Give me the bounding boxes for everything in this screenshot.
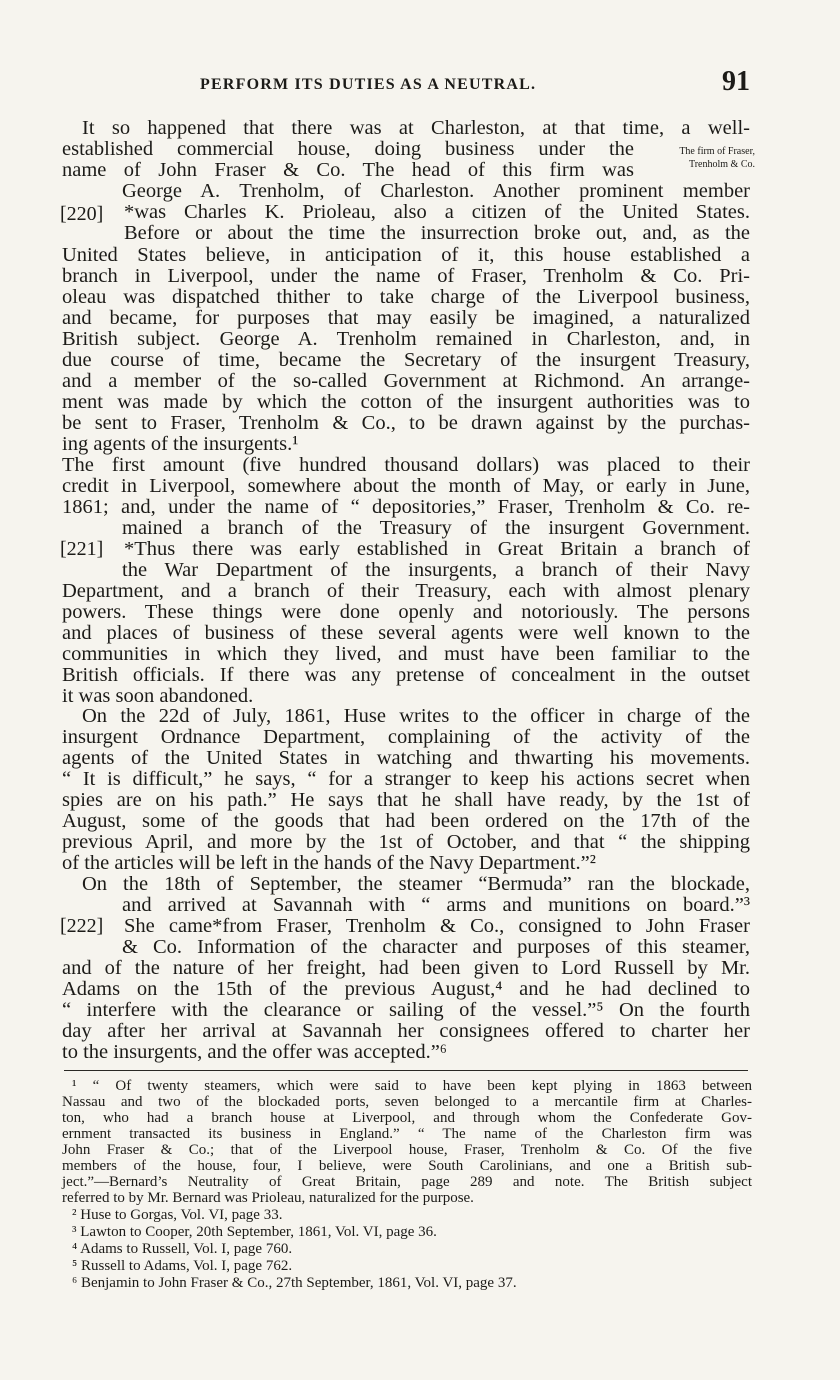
- footnote-line: ¹ “ Of twenty steamers, which were said to have been kept plying in 1863 between: [72, 1078, 752, 1094]
- footnote-rule: [64, 1070, 748, 1071]
- body-line: It so happened that there was at Charleston, at that time, a well-: [82, 117, 750, 139]
- body-line: & Co. Information of the character and purposes of this steamer,: [122, 936, 750, 958]
- body-line: of the articles will be left in the hands of the Navy Department.”²: [62, 852, 596, 874]
- body-line: Department, and a branch of their Treasury, each with almost plenary: [62, 580, 750, 602]
- footnote-line: ⁴ Adams to Russell, Vol. I, page 760.: [72, 1241, 293, 1257]
- margin-note-line: Trenholm & Co.: [688, 159, 755, 170]
- body-line: be sent to Fraser, Trenholm & Co., to be drawn against by the purchas-: [62, 412, 750, 434]
- body-line: ing agents of the insurgents.¹: [62, 433, 299, 455]
- body-line: previous April, and more by the 1st of October, and that “ the shipping: [62, 831, 750, 853]
- body-line: “ interfere with the clearance or sailing of the vessel.”⁵ On the fourth: [62, 999, 750, 1021]
- footnote-line: ³ Lawton to Cooper, 20th September, 1861, Vol. VI, page 36.: [72, 1224, 437, 1240]
- body-line: name of John Fraser & Co. The head of this firm was: [62, 159, 634, 181]
- margin-page-marker: [220]: [60, 203, 104, 225]
- body-line: due course of time, became the Secretary of the insurgent Treasury,: [62, 349, 750, 371]
- body-line: established commercial house, doing business under the: [62, 138, 634, 160]
- footnote-line: ² Huse to Gorgas, Vol. VI, page 33.: [72, 1207, 283, 1223]
- body-line: to the insurgents, and the offer was accepted.”⁶: [62, 1041, 447, 1063]
- margin-page-marker: [221]: [60, 538, 104, 560]
- body-line: and places of business of these several agents were well known to the: [62, 622, 750, 644]
- body-line: British officials. If there was any pretense of concealment in the outset: [62, 664, 750, 686]
- body-line: The first amount (five hundred thousand dollars) was placed to their: [62, 454, 750, 476]
- footnote-line: members of the house, four, I believe, were South Carolinians, and one a British sub-: [62, 1158, 752, 1174]
- body-line: branch in Liverpool, under the name of Fraser, Trenholm & Co. Pri-: [62, 265, 750, 287]
- body-line: and a member of the so-called Government at Richmond. An arrange-: [62, 370, 750, 392]
- body-line: agents of the United States in watching and thwarting his movements.: [62, 747, 750, 769]
- footnote-line: ernment transacted its business in England.” “ The name of the Charleston firm was: [62, 1126, 752, 1142]
- body-line: Adams on the 15th of the previous August,⁴ and he had declined to: [62, 978, 750, 1000]
- body-line: and arrived at Savannah with “ arms and munitions on board.”³: [122, 894, 750, 916]
- body-line: insurgent Ordnance Department, complaining of the activity of the: [62, 726, 750, 748]
- body-line: day after her arrival at Savannah her consignees offered to charter her: [62, 1020, 750, 1042]
- body-line: spies are on his path.” He says that he shall have ready, by the 1st of: [62, 789, 750, 811]
- margin-page-marker: [222]: [60, 915, 104, 937]
- body-line: the War Department of the insurgents, a branch of their Navy: [122, 559, 750, 581]
- footnote-line: Nassau and two of the blockaded ports, seven belonged to a mercantile firm at Charles-: [62, 1094, 752, 1110]
- body-line: *was Charles K. Prioleau, also a citizen of the United States.: [124, 201, 750, 223]
- footnote-line: ton, who had a branch house at Liverpool, and through whom the Confederate Gov-: [62, 1110, 752, 1126]
- body-line: British subject. George A. Trenholm remained in Charleston, and, in: [62, 328, 750, 350]
- body-line: it was soon abandoned.: [62, 685, 254, 707]
- body-line: George A. Trenholm, of Charleston. Another prominent member: [122, 180, 750, 202]
- body-line: On the 22d of July, 1861, Huse writes to the officer in charge of the: [82, 705, 750, 727]
- footnote-line: referred to by Mr. Bernard was Prioleau, naturalized for the purpose.: [62, 1190, 474, 1206]
- body-line: United States believe, in anticipation of it, this house established a: [62, 244, 750, 266]
- margin-note-line: The firm of Fraser,: [679, 146, 755, 157]
- footnote-line: ject.”—Bernard’s Neutrality of Great Britain, page 289 and note. The British subject: [62, 1174, 752, 1190]
- footnote-line: ⁶ Benjamin to John Fraser & Co., 27th September, 1861, Vol. VI, page 37.: [72, 1275, 517, 1291]
- body-line: 1861; and, under the name of “ depositories,” Fraser, Trenholm & Co. re-: [62, 496, 750, 518]
- body-line: communities in which they lived, and must have been familiar to the: [62, 643, 750, 665]
- body-line: She came*from Fraser, Trenholm & Co., consigned to John Fraser: [124, 915, 750, 937]
- body-line: *Thus there was early established in Great Britain a branch of: [124, 538, 750, 560]
- body-line: credit in Liverpool, somewhere about the month of May, or early in June,: [62, 475, 750, 497]
- body-line: August, some of the goods that had been ordered on the 17th of the: [62, 810, 750, 832]
- footnote-line: John Fraser & Co.; that of the Liverpool house, Fraser, Trenholm & Co. Of the five: [62, 1142, 752, 1158]
- body-line: and became, for purposes that may easily be imagined, a naturalized: [62, 307, 750, 329]
- page-number: 91: [722, 66, 750, 97]
- body-line: oleau was dispatched thither to take charge of the Liverpool business,: [62, 286, 750, 308]
- body-line: mained a branch of the Treasury of the insurgent Government.: [122, 517, 750, 539]
- body-line: Before or about the time the insurrection broke out, and, as the: [124, 222, 750, 244]
- body-line: and of the nature of her freight, had been given to Lord Russell by Mr.: [62, 957, 750, 979]
- page-header: [60, 62, 750, 102]
- body-line: ment was made by which the cotton of the insurgent authorities was to: [62, 391, 750, 413]
- body-line: powers. These things were done openly and notoriously. The persons: [62, 601, 750, 623]
- body-line: “ It is difficult,” he says, “ for a stranger to keep his actions secret when: [62, 768, 750, 790]
- footnote-line: ⁵ Russell to Adams, Vol. I, page 762.: [72, 1258, 293, 1274]
- body-line: On the 18th of September, the steamer “Bermuda” ran the blockade,: [82, 873, 750, 895]
- running-title: PERFORM ITS DUTIES AS A NEUTRAL.: [200, 76, 537, 93]
